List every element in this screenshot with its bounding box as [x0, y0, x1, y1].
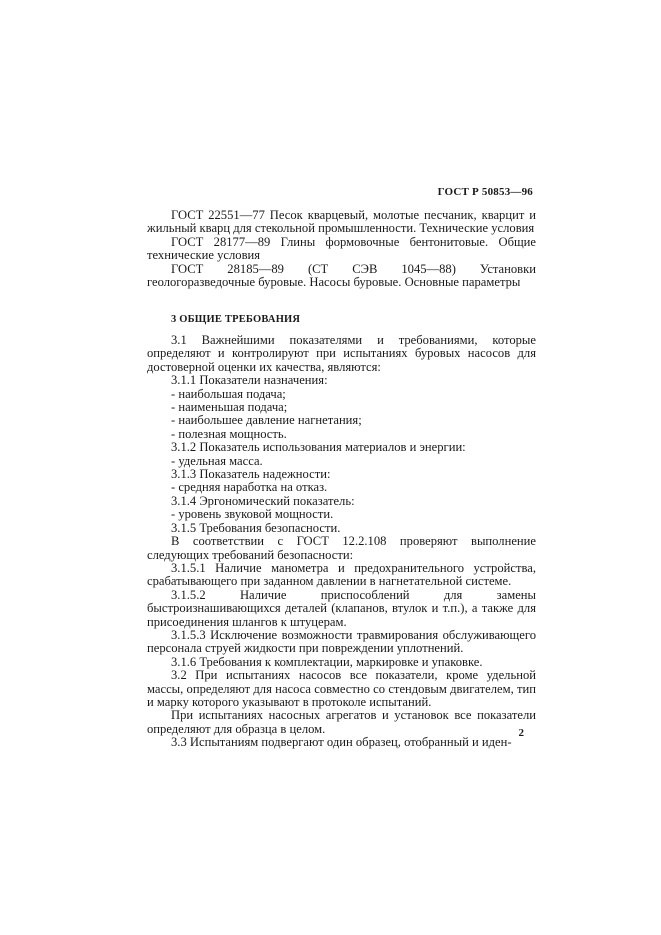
paragraph-aggregates: При испытаниях насосных агрегатов и установок все показатели определяют для образца в целом. [147, 708, 536, 736]
paragraph-3-1-1: 3.1.1 Показатели назначения: [171, 373, 328, 388]
paragraph-3-1-3: 3.1.3 Показатель надежности: [171, 467, 331, 482]
list-item: - удельная масса. [171, 453, 263, 468]
list-item: - полезная мощность. [171, 426, 287, 441]
section-title: 3 ОБЩИЕ ТРЕБОВАНИЯ [171, 314, 301, 325]
paragraph-3-1-5-3: 3.1.5.3 Исключение возможности травмирования обслуживающего персонала струей жидкости при повреждении уплотнений. [147, 627, 536, 656]
list-item: - наименьшая подача; [171, 400, 288, 415]
paragraph-3-1-5: 3.1.5 Требования безопасности. [171, 520, 341, 535]
paragraph-safety-requirements: В соответствии с ГОСТ 12.2.108 проверяют выполнение следующих требований безопасности: [147, 534, 536, 562]
list-item: - уровень звуковой мощности. [171, 507, 334, 522]
reference-gost-28177: ГОСТ 28177—89 Глины формовочные бентонитовые. Общие технические условия [147, 234, 536, 263]
paragraph-3-1-6: 3.1.6 Требования к комплектации, маркировке и упаковке. [171, 654, 483, 669]
paragraph-3-1-5-2: 3.1.5.2 Наличие приспособлений для замены быстроизнашивающихся деталей (клапанов, втулок и т.п.), а также для присоединения шлангов к штуцерам. [147, 587, 536, 629]
list-item: - средняя наработка на отказ. [171, 480, 328, 495]
document-code: ГОСТ Р 50853—96 [437, 186, 533, 198]
list-item: - наибольшая подача; [171, 386, 286, 401]
list-item: - наибольшее давление нагнетания; [171, 413, 362, 428]
paragraph-3-1-4: 3.1.4 Эргономический показатель: [171, 493, 355, 508]
paragraph-3-1-2: 3.1.2 Показатель использования материалов и энергии: [171, 440, 466, 455]
paragraph-3-1-5-1: 3.1.5.1 Наличие манометра и предохранительного устройства, срабатывающего при заданном давлении в нагнетательной системе. [147, 560, 536, 589]
section-body [147, 334, 536, 750]
reference-gost-28185: ГОСТ 28185—89 (СТ СЭВ 1045—88) Установки геологоразведочные буровые. Насосы буровые. Основные параметры [147, 261, 536, 290]
paragraph-3-1: 3.1 Важнейшими показателями и требованиями, которые определяют и контролируют при испытаниях буровых насосов для достоверной оценки их качества, являются: [147, 333, 536, 374]
paragraph-3-2: 3.2 При испытаниях насосов все показатели, кроме удельной массы, определяют для насоса совместно со стендовым двигателем, тип и марку которого указывают в протоколе испытаний. [147, 668, 536, 709]
paragraph-3-3: 3.3 Испытаниям подвергают один образец, отобранный и иден- [171, 735, 512, 750]
page-number: 2 [518, 727, 524, 739]
reference-gost-22551: ГОСТ 22551—77 Песок кварцевый, молотые песчаник, кварцит и жильный кварц для стекольной промышленности. Технические условия [147, 208, 536, 236]
normative-references [147, 209, 536, 289]
